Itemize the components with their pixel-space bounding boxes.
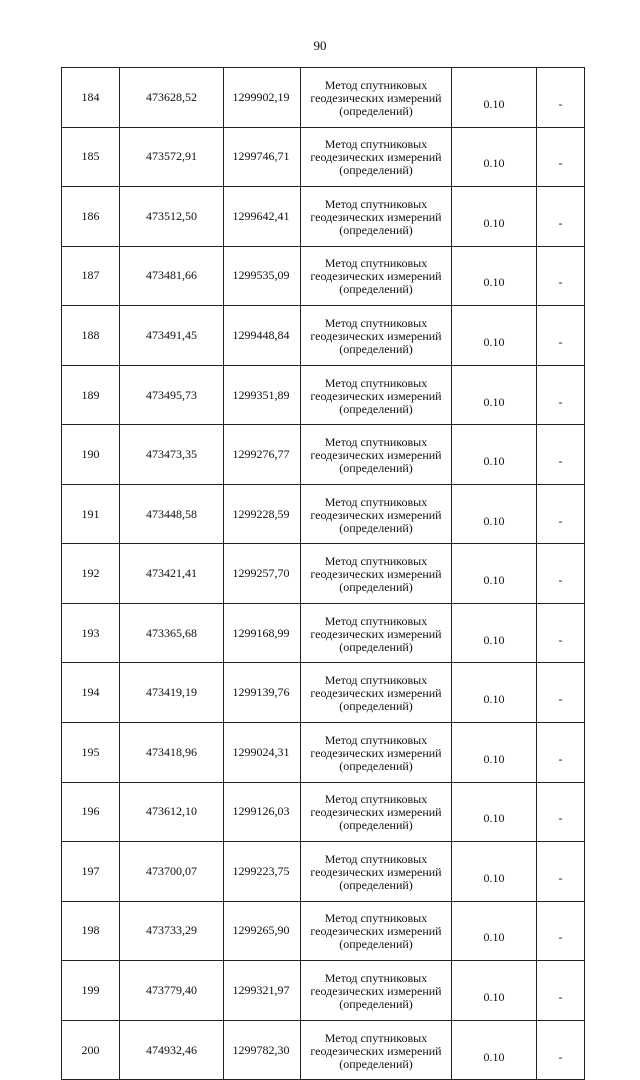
x-coordinate-cell: 473419,19 <box>120 663 224 723</box>
method-cell <box>301 425 452 485</box>
method-line: геодезических измерений <box>310 983 442 998</box>
method-line: Метод спутниковых <box>324 970 428 985</box>
point-number-cell: 192 <box>62 544 120 604</box>
method-line: геодезических измерений <box>310 924 442 939</box>
method-line: геодезических измерений <box>310 745 442 760</box>
extra-cell: - <box>537 68 585 128</box>
y-coordinate-cell: 1299265,90 <box>224 901 301 961</box>
method-line: геодезических измерений <box>310 686 442 701</box>
method-line: Метод спутниковых <box>324 673 428 688</box>
method-line: геодезических измерений <box>310 269 442 284</box>
accuracy-cell: 0.10 <box>452 723 537 783</box>
method-cell <box>301 663 452 723</box>
method-line: (определений) <box>339 401 413 416</box>
y-coordinate-cell: 1299257,70 <box>224 544 301 604</box>
method-line: (определений) <box>339 877 413 892</box>
method-cell <box>301 842 452 902</box>
method-line: геодезических измерений <box>310 209 442 224</box>
method-cell <box>301 365 452 425</box>
accuracy-cell: 0.10 <box>452 603 537 663</box>
method-cell <box>301 68 452 128</box>
point-number-cell: 200 <box>62 1020 120 1080</box>
point-number-cell: 190 <box>62 425 120 485</box>
accuracy-cell: 0.10 <box>452 663 537 723</box>
table-row <box>62 365 585 425</box>
method-cell <box>301 484 452 544</box>
table-row <box>62 782 585 842</box>
x-coordinate-cell: 473779,40 <box>120 961 224 1021</box>
method-line: геодезических измерений <box>310 567 442 582</box>
table-row <box>62 901 585 961</box>
method-line: геодезических измерений <box>310 805 442 820</box>
method-line: геодезических измерений <box>310 626 442 641</box>
y-coordinate-cell: 1299168,99 <box>224 603 301 663</box>
point-number-cell: 197 <box>62 842 120 902</box>
accuracy-cell: 0.10 <box>452 961 537 1021</box>
y-coordinate-cell: 1299139,76 <box>224 663 301 723</box>
table-row <box>62 544 585 604</box>
extra-cell: - <box>537 127 585 187</box>
point-number-cell: 185 <box>62 127 120 187</box>
accuracy-cell: 0.10 <box>452 1020 537 1080</box>
accuracy-cell: 0.10 <box>452 782 537 842</box>
method-line: (определений) <box>339 937 413 952</box>
point-number-cell: 189 <box>62 365 120 425</box>
accuracy-cell: 0.10 <box>452 187 537 247</box>
extra-cell: - <box>537 961 585 1021</box>
method-line: геодезических измерений <box>310 864 442 879</box>
accuracy-cell: 0.10 <box>452 68 537 128</box>
extra-cell: - <box>537 484 585 544</box>
table-row <box>62 663 585 723</box>
coordinates-table <box>61 67 585 1080</box>
extra-cell: - <box>537 306 585 366</box>
table-row <box>62 723 585 783</box>
table-row <box>62 246 585 306</box>
y-coordinate-cell: 1299746,71 <box>224 127 301 187</box>
y-coordinate-cell: 1299351,89 <box>224 365 301 425</box>
accuracy-cell: 0.10 <box>452 901 537 961</box>
x-coordinate-cell: 473733,29 <box>120 901 224 961</box>
x-coordinate-cell: 473365,68 <box>120 603 224 663</box>
point-number-cell: 199 <box>62 961 120 1021</box>
point-number-cell: 194 <box>62 663 120 723</box>
method-line: геодезических измерений <box>310 1043 442 1058</box>
extra-cell: - <box>537 663 585 723</box>
method-line: Метод спутниковых <box>324 77 428 92</box>
method-line: Метод спутниковых <box>324 554 428 569</box>
method-cell <box>301 723 452 783</box>
method-line: Метод спутниковых <box>324 435 428 450</box>
method-line: Метод спутниковых <box>324 732 428 747</box>
method-cell <box>301 187 452 247</box>
extra-cell: - <box>537 425 585 485</box>
method-line: Метод спутниковых <box>324 613 428 628</box>
x-coordinate-cell: 473700,07 <box>120 842 224 902</box>
extra-cell: - <box>537 901 585 961</box>
point-number-cell: 196 <box>62 782 120 842</box>
table-row <box>62 1020 585 1080</box>
table-row <box>62 603 585 663</box>
method-line: (определений) <box>339 699 413 714</box>
point-number-cell: 195 <box>62 723 120 783</box>
point-number-cell: 187 <box>62 246 120 306</box>
accuracy-cell: 0.10 <box>452 484 537 544</box>
method-line: Метод спутниковых <box>324 315 428 330</box>
method-line: геодезических измерений <box>310 448 442 463</box>
method-line: (определений) <box>339 758 413 773</box>
y-coordinate-cell: 1299902,19 <box>224 68 301 128</box>
y-coordinate-cell: 1299024,31 <box>224 723 301 783</box>
extra-cell: - <box>537 365 585 425</box>
accuracy-cell: 0.10 <box>452 425 537 485</box>
method-line: Метод спутниковых <box>324 792 428 807</box>
table-row <box>62 961 585 1021</box>
x-coordinate-cell: 473628,52 <box>120 68 224 128</box>
point-number-cell: 191 <box>62 484 120 544</box>
method-line: Метод спутниковых <box>324 256 428 271</box>
method-line: (определений) <box>339 341 413 356</box>
y-coordinate-cell: 1299276,77 <box>224 425 301 485</box>
table-row <box>62 68 585 128</box>
method-cell <box>301 782 452 842</box>
method-line: (определений) <box>339 520 413 535</box>
extra-cell: - <box>537 723 585 783</box>
table-row <box>62 127 585 187</box>
coordinates-table-body <box>62 68 585 1080</box>
extra-cell: - <box>537 603 585 663</box>
extra-cell: - <box>537 842 585 902</box>
y-coordinate-cell: 1299535,09 <box>224 246 301 306</box>
x-coordinate-cell: 473612,10 <box>120 782 224 842</box>
accuracy-cell: 0.10 <box>452 544 537 604</box>
method-line: (определений) <box>339 461 413 476</box>
accuracy-cell: 0.10 <box>452 365 537 425</box>
method-cell <box>301 603 452 663</box>
x-coordinate-cell: 474932,46 <box>120 1020 224 1080</box>
method-cell <box>301 1020 452 1080</box>
x-coordinate-cell: 473495,73 <box>120 365 224 425</box>
point-number-cell: 193 <box>62 603 120 663</box>
method-cell <box>301 961 452 1021</box>
method-line: Метод спутниковых <box>324 137 428 152</box>
method-line: (определений) <box>339 818 413 833</box>
method-line: Метод спутниковых <box>324 375 428 390</box>
x-coordinate-cell: 473512,50 <box>120 187 224 247</box>
y-coordinate-cell: 1299126,03 <box>224 782 301 842</box>
method-line: Метод спутниковых <box>324 1030 428 1045</box>
table-row <box>62 842 585 902</box>
method-line: (определений) <box>339 1056 413 1071</box>
method-cell <box>301 127 452 187</box>
table-row <box>62 425 585 485</box>
extra-cell: - <box>537 1020 585 1080</box>
accuracy-cell: 0.10 <box>452 842 537 902</box>
method-line: Метод спутниковых <box>324 851 428 866</box>
x-coordinate-cell: 473481,66 <box>120 246 224 306</box>
method-line: (определений) <box>339 103 413 118</box>
method-line: геодезических измерений <box>310 507 442 522</box>
x-coordinate-cell: 473448,58 <box>120 484 224 544</box>
point-number-cell: 184 <box>62 68 120 128</box>
extra-cell: - <box>537 246 585 306</box>
accuracy-cell: 0.10 <box>452 127 537 187</box>
y-coordinate-cell: 1299448,84 <box>224 306 301 366</box>
method-line: геодезических измерений <box>310 388 442 403</box>
extra-cell: - <box>537 187 585 247</box>
page-number: 90 <box>313 38 327 53</box>
method-line: Метод спутниковых <box>324 911 428 926</box>
method-line: (определений) <box>339 282 413 297</box>
method-cell <box>301 306 452 366</box>
table-row <box>62 306 585 366</box>
method-line: (определений) <box>339 639 413 654</box>
method-line: (определений) <box>339 163 413 178</box>
method-line: геодезических измерений <box>310 150 442 165</box>
method-line: геодезических измерений <box>310 90 442 105</box>
y-coordinate-cell: 1299228,59 <box>224 484 301 544</box>
y-coordinate-cell: 1299223,75 <box>224 842 301 902</box>
extra-cell: - <box>537 782 585 842</box>
method-line: геодезических измерений <box>310 328 442 343</box>
accuracy-cell: 0.10 <box>452 246 537 306</box>
method-cell <box>301 901 452 961</box>
y-coordinate-cell: 1299321,97 <box>224 961 301 1021</box>
extra-cell: - <box>537 544 585 604</box>
method-cell <box>301 544 452 604</box>
method-line: Метод спутниковых <box>324 196 428 211</box>
x-coordinate-cell: 473491,45 <box>120 306 224 366</box>
point-number-cell: 188 <box>62 306 120 366</box>
x-coordinate-cell: 473418,96 <box>120 723 224 783</box>
method-line: (определений) <box>339 222 413 237</box>
x-coordinate-cell: 473572,91 <box>120 127 224 187</box>
method-line: Метод спутниковых <box>324 494 428 509</box>
method-line: (определений) <box>339 996 413 1011</box>
method-cell <box>301 246 452 306</box>
table-row <box>62 187 585 247</box>
point-number-cell: 198 <box>62 901 120 961</box>
table-row <box>62 484 585 544</box>
y-coordinate-cell: 1299642,41 <box>224 187 301 247</box>
x-coordinate-cell: 473421,41 <box>120 544 224 604</box>
method-line: (определений) <box>339 580 413 595</box>
y-coordinate-cell: 1299782,30 <box>224 1020 301 1080</box>
point-number-cell: 186 <box>62 187 120 247</box>
accuracy-cell: 0.10 <box>452 306 537 366</box>
x-coordinate-cell: 473473,35 <box>120 425 224 485</box>
